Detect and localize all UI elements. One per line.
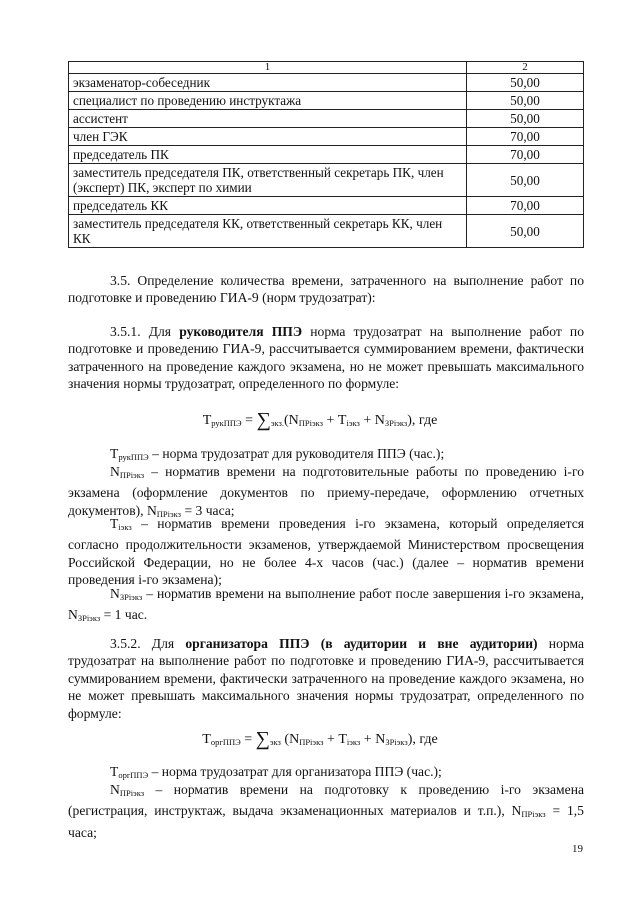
section-3-5: 3.5. Определение количества времени, затраченного на выполнение работ по подготовке и проведению ГИА-9 (норм трудозатрат): [68,273,584,306]
formula-symbol: ), где [407,732,438,747]
definition-text: – норма трудозатрат для организатора ППЭ (час.); [148,764,442,779]
term-subscript: ПРiэкз [119,470,145,480]
rates-table [68,61,584,248]
definition-text: – норматив времени на выполнение работ после завершения i-го экзамена, N [68,586,584,623]
value-cell: 50,00 [467,74,584,92]
formula-symbol: + N [360,732,386,747]
definition-n-pr-org [68,781,584,841]
section-3-5-2 [68,635,584,722]
text-run: норма трудозатрат на выполнение работ по подготовке и проведению ГИА-9, рассчитывается суммированием времени, фактически затраченного на проведение каждого экзамена, но не может превышать максимального значения нормы трудозатрат, определенного по формуле: [68,324,585,392]
definition-text: = 3 часа; [181,502,235,518]
bold-term: руководителя ППЭ [179,324,303,339]
role-cell: член ГЭК [69,128,467,146]
role-cell: экзаменатор-собеседник [69,74,467,92]
definition-text: = 1 час. [100,607,148,623]
value-cell: 50,00 [467,164,584,197]
page-number: 19 [572,843,583,855]
term-subscript: ЗРiэкз [77,613,101,624]
formula-subscript: ПРiэкз [298,418,324,428]
formula-subscript: ЗРiэкз [384,418,408,428]
table-header-cell: 1 [69,62,467,74]
term-subscript: iэкз [118,522,132,532]
table-header-row [69,62,584,74]
value-cell: 70,00 [467,128,584,146]
definition-text: – норматив времени проведения i-го экзамена, который определяется согласно продолжительности экзаменов, утверждаемой Министерством просвещения Российской Федерации, но не более 4-х часов (час.) (далее – норматив времени проведения i-го экзамена); [68,516,584,588]
formula-ruk [0,409,640,431]
table-row [69,197,584,215]
table-row [69,74,584,92]
sum-symbol: ∑ [256,409,271,431]
formula-subscript: iэкз [346,418,360,428]
formula-subscript: ЗРiэкз [385,737,408,747]
formula-org [0,728,640,750]
term-symbol: N [110,586,120,601]
role-cell: заместитель председателя ПК, ответственный секретарь ПК, член (эксперт) ПК, эксперт по химии [69,164,467,197]
term-subscript: ПРiэкз [156,508,182,519]
definition-text: – норма трудозатрат для руководителя ППЭ (час.); [148,446,445,461]
formula-symbol: (N [280,732,300,747]
formula-symbol: + N [359,413,385,428]
sum-symbol: ∑ [255,728,270,750]
value-cell: 50,00 [467,110,584,128]
formula-symbol: ), где [407,413,438,428]
term-symbol: Т [110,764,119,779]
role-cell: заместитель председателя КК, ответственный секретарь КК, член КК [69,215,467,248]
term-subscript: ПРiэкз [521,809,546,820]
table-row [69,146,584,164]
formula-subscript: экз. [270,418,284,428]
value-cell: 50,00 [467,92,584,110]
formula-symbol: (N [283,413,299,428]
formula-subscript: ПРiэкз [299,737,324,747]
formula-subscript: оргППЭ [210,737,241,747]
definition-text: = 1,5 часа; [68,803,584,840]
role-cell: председатель ПК [69,146,467,164]
text-run: норма трудозатрат на выполнение работ по подготовке и проведению ГИА-9, рассчитывается суммированием времени, фактически затраченного на проведение каждого экзамена, но не может превышать максимального значения нормы трудозатрат, определенного по формуле: [68,636,585,721]
formula-symbol: Т [202,413,212,428]
definition-t-iexam [68,515,584,589]
value-cell: 70,00 [467,197,584,215]
formula-symbol: = [240,732,256,747]
table-row [69,92,584,110]
role-cell: председатель КК [69,197,467,215]
value-cell: 70,00 [467,146,584,164]
term-symbol: Т [110,516,119,531]
formula-subscript: iэкз [346,737,361,747]
table-row [69,128,584,146]
value-cell: 50,00 [467,215,584,248]
term-subscript: рукППЭ [118,452,149,462]
formula-symbol: + Т [323,732,347,747]
term-symbol: Т [110,446,119,461]
definition-text: – норматив времени на подготовительные работы по проведению i-го экзамена (оформление документов по приему-передаче, оформлению отчетных документов), N [68,464,584,518]
formula-symbol: + Т [323,413,347,428]
table-row [69,215,584,248]
definition-n-zr [68,585,584,628]
table-header-cell: 2 [467,62,584,74]
term-subscript: оргППЭ [118,770,149,780]
table-row [69,164,584,197]
table-row [69,110,584,128]
bold-term: организатора ППЭ (в аудитории и вне аудитории) [185,636,538,651]
formula-subscript: рукППЭ [211,418,242,428]
text-run: 3.5.1. Для [110,324,180,339]
text-run: 3.5.2. Для [110,636,186,651]
role-cell: специалист по проведению инструктажа [69,92,467,110]
term-subscript: ПРiэкз [119,788,145,798]
term-subscript: ЗРiэкз [119,592,143,602]
formula-symbol: Т [202,732,211,747]
definition-text: – норматив времени на подготовку к проведению i-го экзамена (регистрация, инструктаж, выдача экзаменационных материалов и т.п.), N [68,782,584,819]
role-cell: ассистент [69,110,467,128]
term-symbol: N [110,464,120,479]
formula-symbol: = [241,413,257,428]
term-symbol: N [110,782,120,797]
section-3-5-1 [68,323,584,393]
formula-subscript: экз [269,737,281,747]
